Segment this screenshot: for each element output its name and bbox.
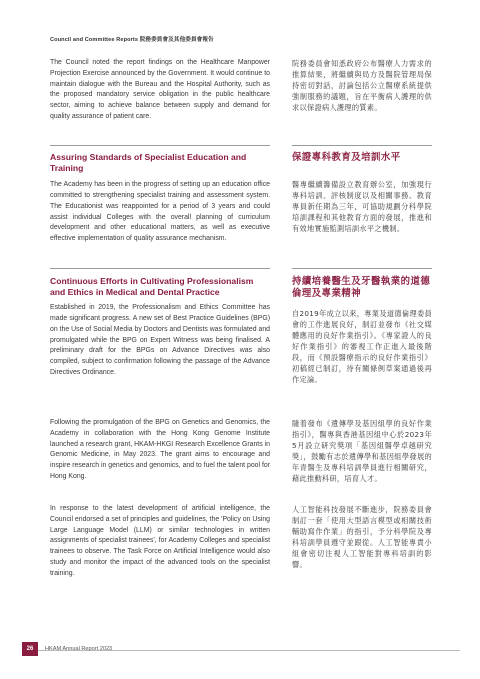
standards-heading-zh: 保證專科教育及培訓水平 [292,152,401,163]
professionalism-zh-paragraph: 自2019年成立以來，專業及道德倫理委員會的工作進展良好，制訂並發布《社交媒體應用的良好作業指引》。《專家證人的良好作業指引》的審視工作正進入最後階段，而《預設醫療指示的良好作業指引》初稿經已制訂，待有關條例草案通過後再作定論。 [292,308,432,385]
professionalism-zh-block [292,276,432,385]
ai-zh-paragraph: 人工智能科技發展不斷進步，院務委員會制訂一套「使用大型語言模型或相關技術輔助寫作作業」的指引，予分科學院及專科培訓學員遵守並跟從。人工智能專責小組會密切注視人工智能對專科培訓的影響。 [292,505,432,570]
standards-heading-en: Assuring Standards of Specialist Education and Training [50,152,247,173]
ai-en-paragraph: In response to the latest development of artificial intelligence, the Council endorsed a set of principles and guidelines, the 'Policy on Using Large Language Model (LLM) or similar technologies in written assignments of specialist trainees', for Academy Colleges and specialist trainees to observe. The Task Force on Artificial Intelligence would also study and monitor the impact of the advanced tools on the specialist training. [50,505,270,577]
genomics-en-block [50,418,270,483]
professionalism-heading-zh: 持續培養醫生及牙醫執業的道德倫理及專業精神 [292,276,431,299]
standards-en-paragraph: The Academy has been in the progress of setting up an education office committed to strengthening specialist training and assessment system. The Educationist was reappointed for a period of 3 years and could assist individual Colleges with the overall planning of curriculum development and other educational matters, as well as executive effective implementation of quality assurance mechanism. [50,181,270,243]
intro-zh-paragraph: 院務委員會知悉政府公布醫療人力需求的推算結果，將繼續與局方及醫院管理局保持密切對話，討論包括公立醫療系統提供強制服務的議題，旨在平衡病人護理的供求以保證病人護理的質素。 [292,59,432,113]
genomics-en-paragraph: Following the promulgation of the BPG on Genetics and Genomics, the Academy in collaboration with the Hong Kong Genome Institute launched a research grant, HKAM-HKGI Research Excellence Grants in Genomic Medicine, in May 2023. The grant aims to encourage and inspire research in genetics and genomics, and to fuel the talent pool for Hong Kong. [50,419,270,480]
intro-zh-block [292,58,432,113]
professionalism-heading-en: Continuous Efforts in Cultivating Professionalism and Ethics in Medical and Dental Practice [50,276,254,297]
professionalism-en-paragraph: Established in 2019, the Professionalism and Ethics Committee has made significant progress. A new set of Best Practice Guidelines (BPG) on the Use of Social Media by Doctors and Dentists was formulated and promulgated while the BPG on Expert Witness was being finalised. A preliminary draft for the BPGs on Advance Directives was also compiled, subject to confirmation following the passage of the Advance Directives Ordinance. [50,304,270,376]
ai-en-block [50,504,270,580]
ai-zh-block [292,504,432,571]
section-divider-zh [292,145,432,146]
footer-report-name: HKAM Annual Report 2023 [45,646,113,652]
standards-zh-block [292,152,432,234]
intro-en-paragraph: The Council noted the report findings on the Healthcare Manpower Projection Exercise announced by the Government. It would continue to maintain dialogue with the Bureau and the Hospital Authority, such as the proposed mandatory service obligation in the public healthcare sector, aiming to achieve balance between supply and demand for quality assurance of patient care. [50,59,270,120]
page-number: 26 [22,642,38,656]
standards-en-block [50,152,270,245]
running-header: Council and Committee Reports 院務委員會及其他委員會報告 [50,37,214,43]
intro-en-block [50,58,270,123]
standards-zh-paragraph: 醫專繼續籌備設立教育辦公室，加強現行專科培訓、評核制度以及相關事務。教育專員新任期為三年，可協助規劃分科學院培訓課程和其他教育方面的發展，推進和有效地實施監測培訓水平之機制。 [292,179,432,234]
section-divider-zh [292,268,432,269]
section-divider-en [50,145,270,146]
genomics-zh-paragraph: 隨着發布《遺傳學及基因組學的良好作業指引》，醫專與香港基因組中心於2023年5月設立研究獎項「基因組醫學卓越研究獎」，鼓勵有志於遺傳學和基因組學發展的年青醫生及專科培訓學員進行相關研究，藉此推動科研，培育人才。 [292,419,432,484]
professionalism-en-block [50,276,270,379]
genomics-zh-block [292,418,432,485]
section-divider-en [50,268,270,269]
